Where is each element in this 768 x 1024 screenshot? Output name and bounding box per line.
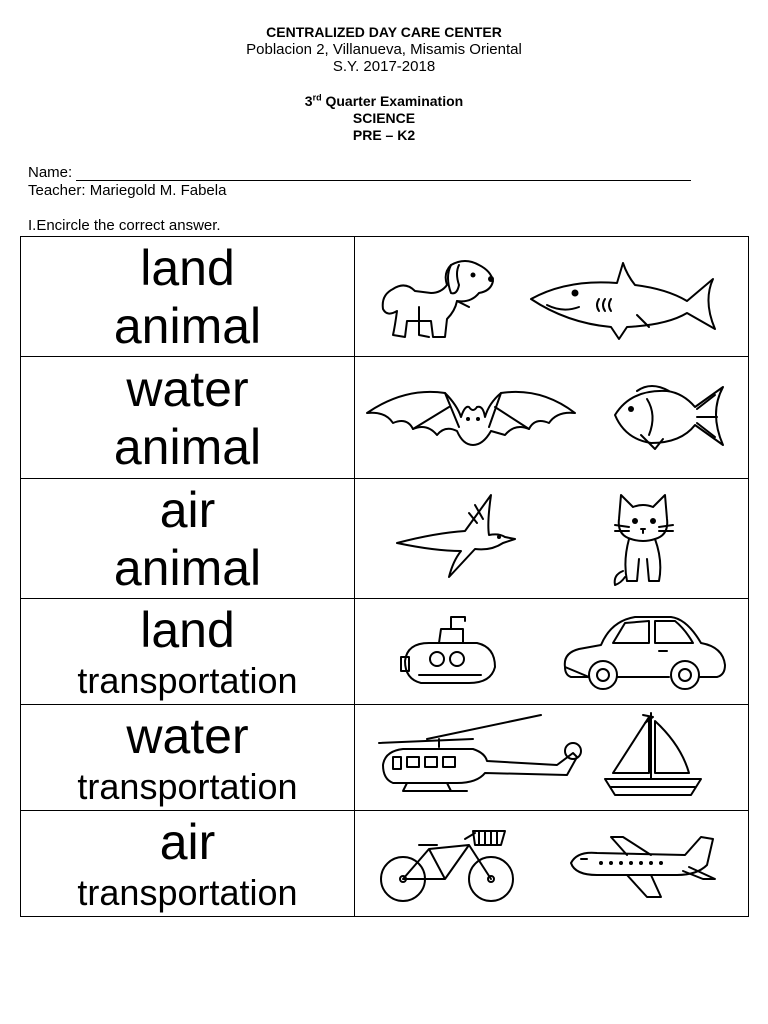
sailboat-icon[interactable]: [603, 711, 703, 799]
name-line: [28, 164, 691, 181]
subject: SCIENCE: [352, 110, 416, 126]
pictures-cell: [355, 357, 749, 479]
word-cell: [21, 705, 355, 811]
word-line2: animal: [113, 539, 262, 596]
answer-table: [20, 236, 749, 917]
table-row: [21, 357, 749, 479]
word-line2: transportation: [77, 659, 298, 701]
school-address: Poblacion 2, Villanueva, Misamis Oriental: [246, 41, 522, 58]
name-label: Name:: [28, 164, 73, 181]
table-row: [21, 479, 749, 599]
table-row: [21, 599, 749, 705]
pictures-cell: [355, 705, 749, 811]
car-icon[interactable]: [561, 613, 729, 691]
exam-title-text: Quarter Examination: [321, 93, 464, 109]
dog-icon[interactable]: [375, 251, 500, 343]
word-cell: [21, 599, 355, 705]
word-line2: transportation: [77, 871, 298, 913]
teacher-label: Teacher: Mariegold M. Fabela: [28, 182, 227, 199]
bicycle-icon[interactable]: [379, 829, 517, 905]
word-cell: [21, 811, 355, 917]
submarine-icon[interactable]: [399, 613, 499, 689]
bird-icon[interactable]: [395, 493, 519, 579]
grade-level: PRE – K2: [352, 127, 416, 143]
word-line1: land: [140, 239, 235, 296]
airplane-icon[interactable]: [567, 835, 719, 901]
pictures-cell: [355, 599, 749, 705]
shark-icon[interactable]: [527, 257, 717, 337]
word-line1: land: [140, 601, 235, 658]
fish-icon[interactable]: [611, 381, 727, 451]
word-line1: water: [126, 707, 249, 764]
word-line1: air: [159, 813, 216, 870]
word-line2: transportation: [77, 765, 298, 807]
word-cell: [21, 357, 355, 479]
pictures-cell: [355, 479, 749, 599]
word-cell: [21, 479, 355, 599]
word-line1: water: [126, 360, 249, 417]
word-line1: air: [159, 481, 216, 538]
word-line2: animal: [113, 297, 262, 354]
school-name: CENTRALIZED DAY CARE CENTER: [266, 24, 502, 40]
exam-suffix: rd: [312, 92, 322, 103]
name-blank[interactable]: [76, 166, 691, 181]
pictures-cell: [355, 237, 749, 357]
exam-number: 3: [304, 93, 313, 109]
cat-icon[interactable]: [611, 491, 677, 587]
school-year: S.Y. 2017-2018: [332, 58, 436, 75]
helicopter-icon[interactable]: [377, 713, 589, 793]
word-line2: animal: [113, 418, 262, 475]
pictures-cell: [355, 811, 749, 917]
exam-title: [0, 93, 768, 110]
table-row: [21, 705, 749, 811]
bat-icon[interactable]: [365, 383, 577, 453]
word-cell: [21, 237, 355, 357]
table-row: [21, 811, 749, 917]
table-row: [21, 237, 749, 357]
instruction: I.Encircle the correct answer.: [28, 217, 221, 234]
